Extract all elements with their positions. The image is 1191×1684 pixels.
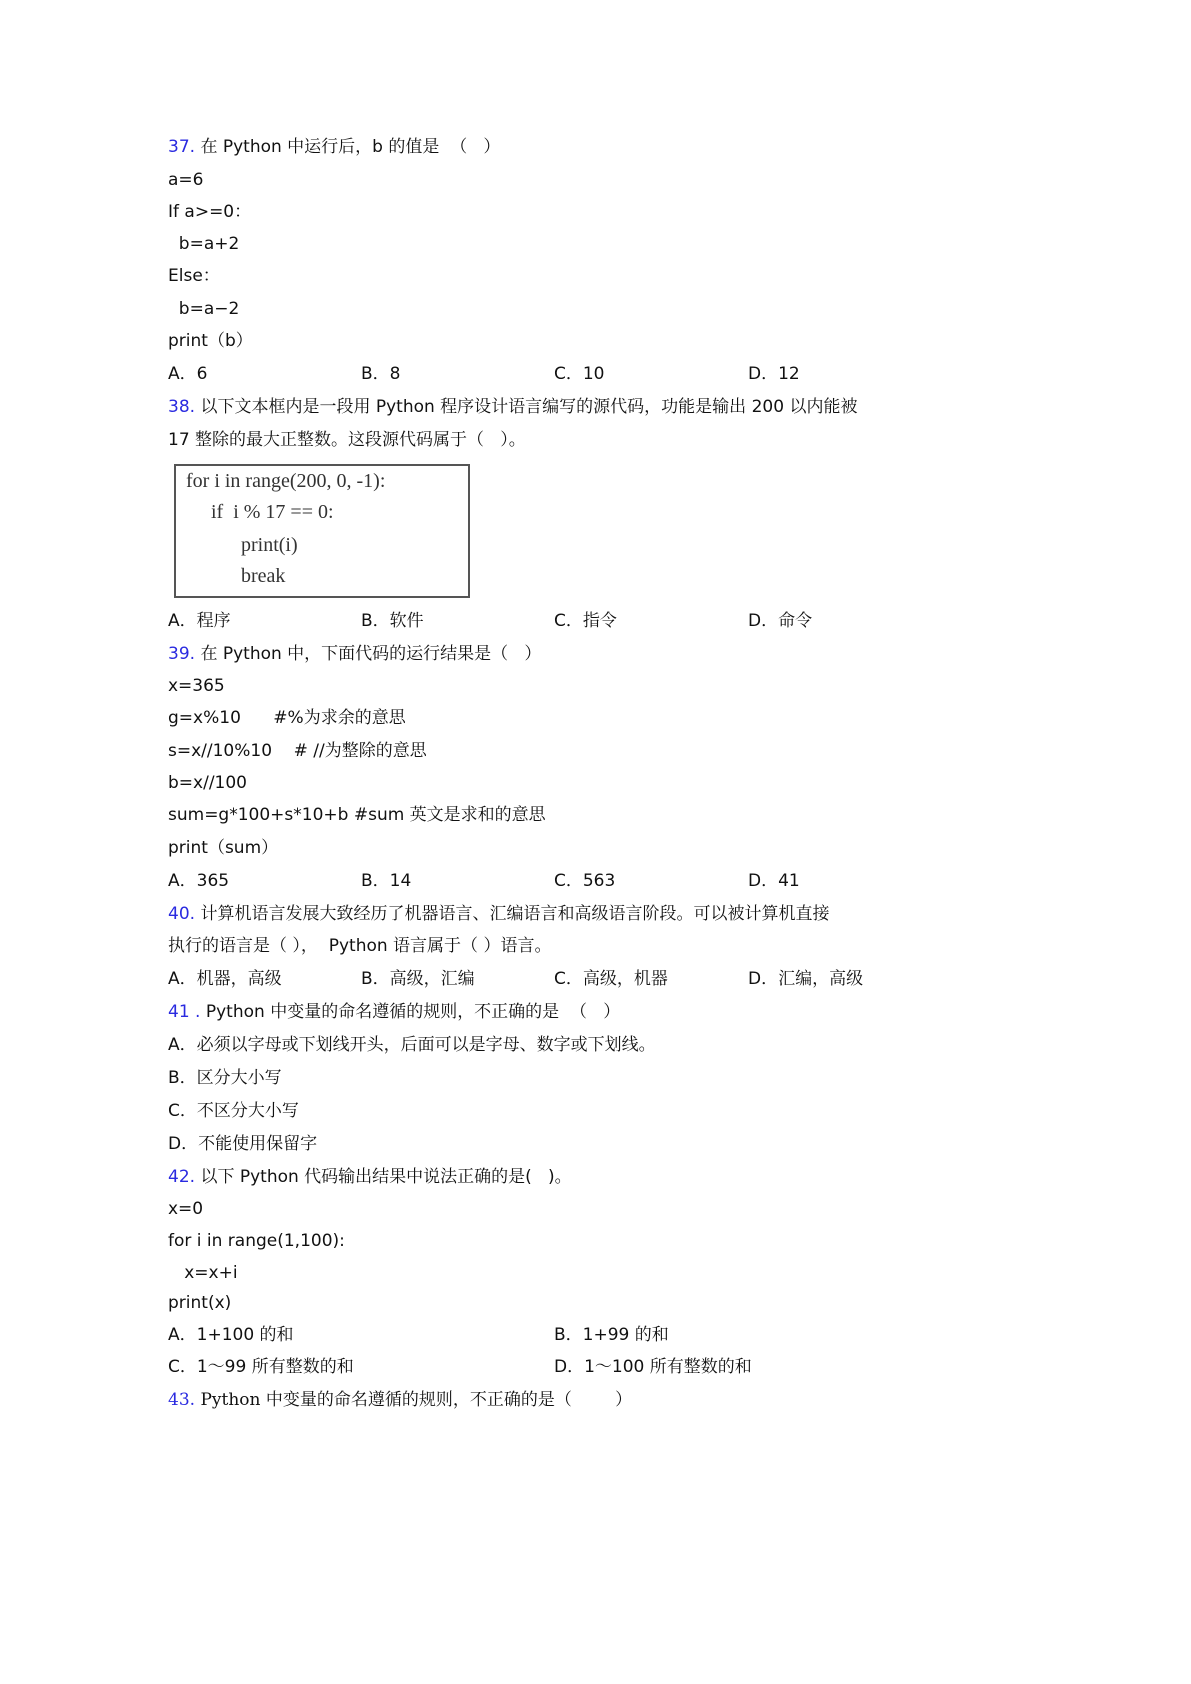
option-d: D．不能使用保留字 <box>168 1134 318 1154</box>
option-a: A．365 <box>168 871 230 891</box>
code-line: if i % 17 == 0: <box>211 501 334 523</box>
code-line: x=0 <box>168 1199 204 1219</box>
option-a: A．程序 <box>168 611 231 631</box>
option-d: D．汇编，高级 <box>748 969 864 989</box>
option-d: D．1～100 所有整数的和 <box>554 1357 752 1377</box>
option-b: B．14 <box>361 871 412 891</box>
option-c: C．563 <box>554 871 616 891</box>
code-line: s=x//10%10 # //为整除的意思 <box>168 741 427 761</box>
question-40-stem: 40. 计算机语言发展大致经历了机器语言、汇编语言和高级语言阶段。可以被计算机直接 <box>168 904 830 924</box>
question-number: 42. <box>168 1167 196 1187</box>
option-b: B．软件 <box>361 611 424 631</box>
code-line: Else： <box>168 266 220 286</box>
option-c: C．高级，机器 <box>554 969 668 989</box>
option-d: D．41 <box>748 871 800 891</box>
code-line: x=x+i <box>168 1263 238 1283</box>
option-b: B．高级，汇编 <box>361 969 475 989</box>
option-a: A．必须以字母或下划线开头，后面可以是字母、数字或下划线。 <box>168 1035 656 1055</box>
code-line: print（b） <box>168 331 253 351</box>
question-number: 37. <box>168 137 196 157</box>
code-line: x=365 <box>168 676 225 696</box>
code-line: for i in range(200, 0, -1): <box>186 470 386 492</box>
option-a: A．机器，高级 <box>168 969 282 989</box>
question-41-stem: 41 . Python 中变量的命名遵循的规则，不正确的是 （ ） <box>168 1002 621 1022</box>
code-line: b=a−2 <box>168 299 240 319</box>
code-line: print（sum） <box>168 838 279 858</box>
question-37-stem: 37. 在 Python 中运行后，b 的值是 （ ） <box>168 137 501 157</box>
question-43-stem: 43. Python 中变量的命名遵循的规则，不正确的是（ ） <box>168 1390 633 1410</box>
question-38-stem: 38. 以下文本框内是一段用 Python 程序设计语言编写的源代码，功能是输出 200 以内能被 <box>168 397 858 417</box>
code-line: break <box>241 565 286 587</box>
option-c: C．1～99 所有整数的和 <box>168 1357 354 1377</box>
question-40-stem-cont: 执行的语言是（ ）， Python 语言属于（ ）语言。 <box>168 936 552 956</box>
question-39-stem: 39. 在 Python 中，下面代码的运行结果是（ ） <box>168 644 542 664</box>
option-b: B．区分大小写 <box>168 1068 282 1088</box>
question-number: 38. <box>168 397 196 417</box>
code-line: print(i) <box>241 534 298 556</box>
question-number: 43. <box>168 1390 196 1410</box>
question-number: 40. <box>168 904 196 924</box>
code-box <box>174 464 470 598</box>
question-38-stem-cont: 17 整除的最大正整数。这段源代码属于（ ）。 <box>168 430 526 450</box>
question-number: 41 . <box>168 1002 201 1022</box>
code-line: If a>=0： <box>168 202 252 222</box>
option-a: A．6 <box>168 364 208 384</box>
question-42-stem: 42. 以下 Python 代码输出结果中说法正确的是( )。 <box>168 1167 572 1187</box>
option-c: C．不区分大小写 <box>168 1101 299 1121</box>
code-line: sum=g*100+s*10+b #sum 英文是求和的意思 <box>168 805 546 825</box>
code-line: a=6 <box>168 170 204 190</box>
option-b: B．8 <box>361 364 401 384</box>
code-line: b=a+2 <box>168 234 240 254</box>
question-number: 39. <box>168 644 196 664</box>
option-c: C．10 <box>554 364 605 384</box>
code-line: for i in range(1,100): <box>168 1231 345 1251</box>
option-b: B．1+99 的和 <box>554 1325 669 1345</box>
code-line: g=x%10 #%为求余的意思 <box>168 708 406 728</box>
code-line: b=x//100 <box>168 773 247 793</box>
option-a: A．1+100 的和 <box>168 1325 294 1345</box>
option-d: D．12 <box>748 364 800 384</box>
option-d: D．命令 <box>748 611 813 631</box>
option-c: C．指令 <box>554 611 617 631</box>
code-line: print(x) <box>168 1293 232 1313</box>
